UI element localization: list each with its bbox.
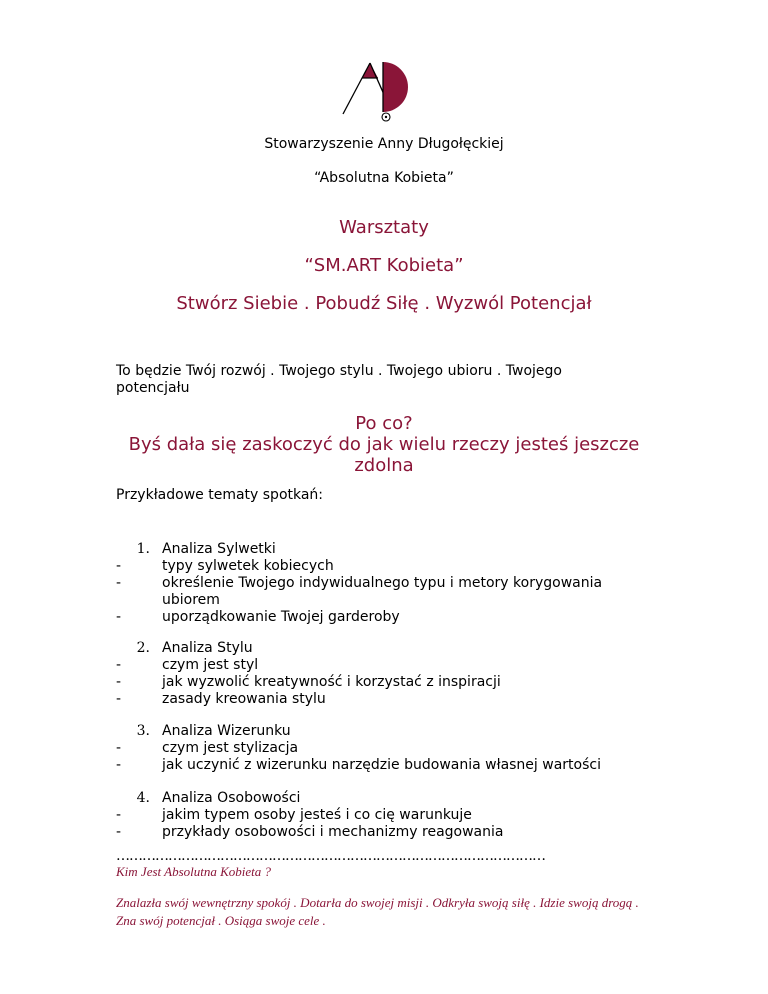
organization-name: Stowarzyszenie Anny Długołęckiej [264,136,504,152]
list-item-text: jakim typem osoby jesteś i co cię warunkuje [162,807,472,823]
why-block [116,413,652,476]
dash-marker: - [116,691,122,707]
list-item [116,824,636,841]
section-title: Analiza Wizerunku [162,723,291,739]
dash-marker: - [116,807,122,823]
ad-logo-icon [336,60,434,124]
section-heading [116,723,636,740]
dash-marker: - [116,609,122,625]
dotted-separator: ……………………………………………………………………………………… [116,848,545,864]
closing-question: Kim Jest Absolutna Kobieta ? [116,864,272,879]
list-item [116,674,636,691]
topic-section-3 [116,723,636,774]
section-number: 4. [136,790,150,806]
section-number: 2. [136,640,150,656]
dash-marker: - [116,757,122,773]
dash-marker: - [116,558,122,574]
section-number: 1. [136,541,150,557]
topic-section-2 [116,640,636,708]
list-item [116,657,636,674]
topic-section-1 [116,541,636,626]
list-item [116,740,636,757]
why-question: Po co? [355,413,413,434]
section-heading [116,790,636,807]
list-item [116,575,636,609]
section-title: Analiza Sylwetki [162,541,276,557]
list-item [116,609,636,626]
list-item [116,757,636,774]
topics-label: Przykładowe tematy spotkań: [116,487,324,503]
list-item [116,807,636,824]
section-title: Analiza Stylu [162,640,253,656]
section-number: 3. [136,723,150,739]
list-item-text: przykłady osobowości i mechanizmy reagowania [162,824,504,840]
motto: “Absolutna Kobieta” [314,170,454,186]
dash-marker: - [116,657,122,673]
list-item [116,691,636,708]
topic-section-4 [116,790,636,841]
list-item-text: uporządkowanie Twojej garderoby [162,609,400,625]
title-workshops: Warsztaty [339,217,429,238]
dash-marker: - [116,575,122,591]
list-item-text: określenie Twojego indywidualnego typu i metory korygowania ubiorem [162,575,603,608]
section-heading [116,640,636,657]
list-item-text: czym jest stylizacja [162,740,299,756]
why-answer: Byś dała się zaskoczyć do jak wielu rzeczy jesteś jeszcze zdolna [128,434,640,476]
title-slogan: Stwórz Siebie . Pobudź Siłę . Wyzwól Potencjał [176,293,592,314]
list-item-text: czym jest styl [162,657,259,673]
dash-marker: - [116,740,122,756]
intro-text: To będzie Twój rozwój . Twojego stylu . Twojego ubioru . Twojego potencjału [116,363,562,396]
section-heading [116,541,636,558]
list-item-text: typy sylwetek kobiecych [162,558,334,574]
dash-marker: - [116,824,122,840]
closing-text: Znalazła swój wewnętrzny spokój . Dotarła do swojej misji . Odkryła swoją siłę . Idzie swoją drogą . Zna swój potencjał . Osiąga swoje cele . [116,895,639,928]
list-item-text: jak wyzwolić kreatywność i korzystać z inspiracji [162,674,501,690]
title-program-name: “SM.ART Kobieta” [304,255,464,276]
section-title: Analiza Osobowości [162,790,301,806]
list-item [116,558,636,575]
dash-marker: - [116,674,122,690]
list-item-text: zasady kreowania stylu [162,691,326,707]
list-item-text: jak uczynić z wizerunku narzędzie budowania własnej wartości [162,757,601,773]
